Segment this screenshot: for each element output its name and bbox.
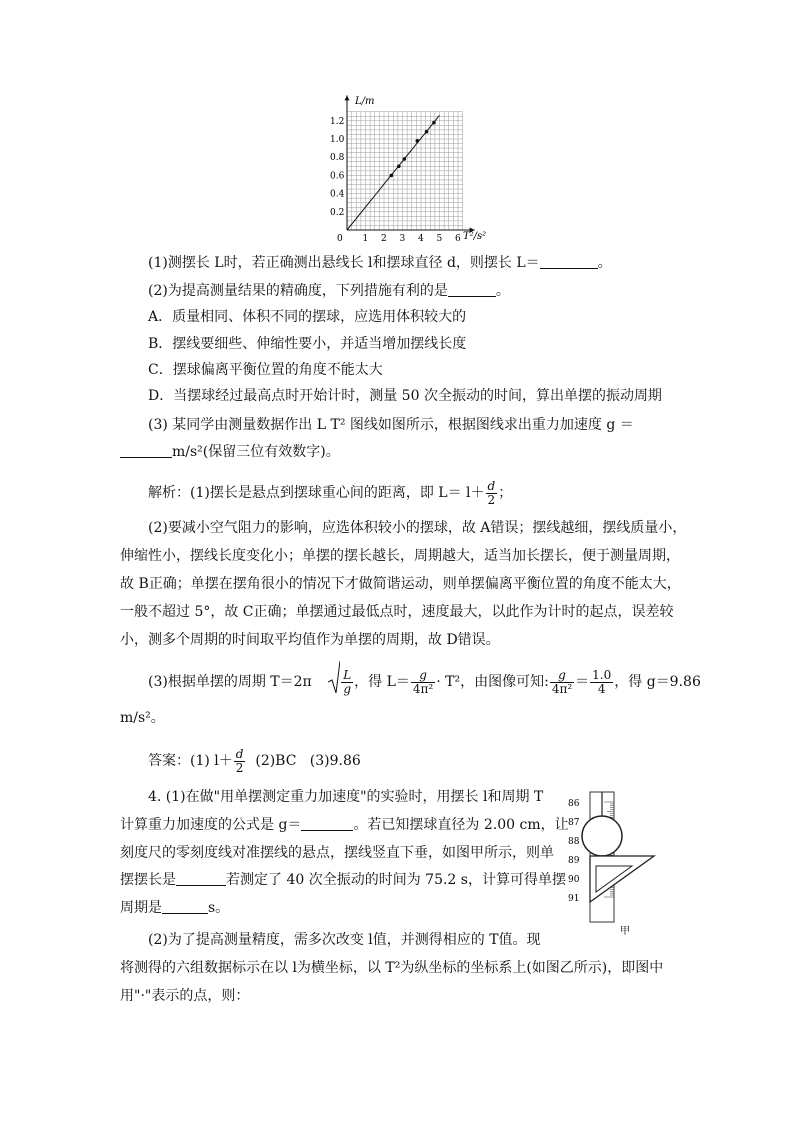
data-point bbox=[425, 130, 429, 134]
frac-den: g bbox=[343, 681, 352, 696]
answer-blank bbox=[540, 254, 598, 269]
question-3-unit: m/s²(保留三位有效数字)。 bbox=[172, 444, 340, 460]
y-axis-arrow bbox=[345, 95, 350, 100]
answer-rest: (2)BC (3)9.86 bbox=[246, 753, 361, 769]
x-tick-label: 0 bbox=[337, 234, 343, 243]
answer-blank bbox=[162, 899, 208, 914]
question-4-part2-line2: 将测得的六组数据标示在以 l为横坐标，以 T²为纵坐标的坐标系上(如图乙所示)，即图中 bbox=[120, 960, 664, 976]
question-4-line4-post: 若测定了 40 次全振动的时间为 75.2 s，计算可得单摆 bbox=[226, 872, 566, 888]
analysis-part3-unit: m/s²。 bbox=[120, 710, 165, 726]
analysis-part1-end: ； bbox=[498, 485, 513, 501]
ruler-tick-label: 88 bbox=[568, 837, 580, 847]
y-tick-label: 1.0 bbox=[330, 135, 345, 145]
question-3-line2 bbox=[120, 442, 340, 462]
frac-den: 4 bbox=[597, 681, 606, 696]
sqrt-expression bbox=[330, 662, 354, 702]
y-tick-label: 1.2 bbox=[330, 116, 345, 127]
data-point bbox=[416, 139, 420, 143]
analysis-part3-mid2: · T²，由图像可知: bbox=[436, 674, 549, 690]
analysis-part3-text: (3)根据单摆的周期 T＝2π bbox=[148, 674, 312, 690]
y-tick-label: 0.2 bbox=[330, 207, 345, 218]
fraction-l-over-g bbox=[341, 669, 353, 696]
fraction-d-over-2 bbox=[486, 480, 498, 507]
y-tick-label: 0.4 bbox=[330, 189, 345, 200]
answer-prefix: 答案：(1) l＋ bbox=[148, 753, 233, 769]
frac-den: 2 bbox=[487, 492, 496, 507]
y-tick-label: 0.6 bbox=[330, 171, 345, 182]
data-point bbox=[397, 165, 401, 169]
frac-den: 4π² bbox=[551, 681, 573, 696]
sqrt-sign bbox=[328, 660, 340, 694]
x-tick-label: 1 bbox=[362, 234, 369, 243]
question-4-line1: 4. (1)在做"用单摆测定重力加速度"的实验时，用摆长 l和周期 T bbox=[148, 789, 544, 805]
option-d: D．当摆球经过最高点时开始计时，测量 50 次全振动的时间，算出单摆的振动周期 bbox=[148, 388, 662, 404]
ruler-tick-label: 89 bbox=[568, 856, 580, 866]
ruler-tick-label: 86 bbox=[568, 799, 580, 809]
question-4-line2 bbox=[120, 815, 569, 835]
question-2-end: 。 bbox=[495, 283, 510, 299]
question-4-line4 bbox=[120, 870, 566, 890]
question-3-line1: (3) 某同学由测量数据作出 L T² 图线如图所示，根据图线求出重力加速度 g ＝ bbox=[148, 417, 634, 433]
x-tick-label: 4 bbox=[418, 234, 424, 243]
x-tick-label: 3 bbox=[399, 234, 406, 243]
question-4-line5 bbox=[120, 898, 229, 918]
analysis-part3-mid: ，得 L＝ bbox=[354, 674, 410, 690]
x-tick-label: 5 bbox=[436, 234, 443, 243]
frac-num: 1.0 bbox=[592, 667, 612, 682]
question-4-line2-post: 。若已知摆球直径为 2.00 cm，让 bbox=[353, 817, 569, 833]
frac-num: g bbox=[411, 669, 435, 683]
data-point bbox=[432, 121, 436, 125]
frac-num: d bbox=[487, 478, 496, 493]
analysis-part2-line5: 小，测多个周期的时间取平均值作为单摆的周期，故 D错误。 bbox=[120, 632, 500, 648]
answer-line bbox=[148, 744, 361, 778]
analysis-part2-line3: 故 B正确；单摆在摆角很小的情况下才做简谐运动，则单摆偏离平衡位置的角度不能太大， bbox=[120, 576, 681, 592]
ruler-pendulum-figure bbox=[562, 790, 672, 940]
y-axis-label: L/m bbox=[355, 96, 375, 107]
question-2 bbox=[148, 281, 510, 301]
answer-blank bbox=[448, 282, 496, 297]
fraction-g-over-4pi2 bbox=[550, 669, 574, 696]
figure-caption: 甲 bbox=[620, 926, 630, 937]
analysis-part2-line2: 伸缩性小，摆线长度变化小；单摆的摆长越长，周期越大，适当加长摆长，便于测量周期， bbox=[120, 548, 680, 564]
question-4-line4-pre: 摆摆长是 bbox=[120, 872, 176, 888]
answer-blank bbox=[120, 443, 172, 458]
analysis-part1 bbox=[148, 476, 512, 510]
question-1-end: 。 bbox=[597, 255, 612, 271]
ruler-tick-label: 87 bbox=[568, 818, 580, 828]
pendulum-ball bbox=[582, 816, 622, 856]
answer-blank bbox=[301, 816, 353, 831]
chart-grid bbox=[347, 112, 463, 230]
l-t2-graph bbox=[325, 88, 495, 243]
question-2-text: (2)为提高测量结果的精确度，下列措施有利的是 bbox=[148, 283, 448, 299]
option-b: B．摆线要细些、伸缩性要小，并适当增加摆线长度 bbox=[148, 336, 467, 352]
data-point bbox=[403, 157, 407, 161]
frac-num: L bbox=[343, 667, 352, 682]
frac-num: d bbox=[235, 746, 244, 761]
question-4-line5-post: s。 bbox=[208, 900, 230, 916]
analysis-part2-line1: (2)要减小空气阻力的影响，应选体积较小的摆球，故 A错误；摆线越细，摆线质量小， bbox=[148, 520, 687, 536]
analysis-part1-text: 解析：(1)摆长是悬点到摆球重心间的距离，即 L＝ l＋ bbox=[148, 485, 485, 501]
answer-blank bbox=[176, 871, 226, 886]
frac-den: 4π² bbox=[412, 681, 434, 696]
question-4-part2-line1: (2)为了提高测量精度，需多次改变 l值，并测得相应的 T值。现 bbox=[148, 932, 541, 948]
ruler-labels bbox=[568, 799, 580, 904]
x-axis-label: T²/s² bbox=[463, 231, 487, 242]
data-point bbox=[390, 174, 394, 178]
equals-sign: ＝ bbox=[575, 674, 590, 690]
ruler-tick-label: 90 bbox=[568, 875, 580, 885]
fraction-g-over-4pi2 bbox=[411, 669, 435, 696]
analysis-part3-end: ，得 g＝9.86 bbox=[614, 674, 701, 690]
x-tick-label: 6 bbox=[455, 234, 461, 243]
ruler-tick-label: 91 bbox=[568, 894, 580, 904]
question-4-part2-line3: 用"·"表示的点，则： bbox=[120, 988, 250, 1004]
option-c: C．摆球偏离平衡位置的角度不能太大 bbox=[148, 362, 383, 378]
x-tick-label: 2 bbox=[381, 234, 387, 243]
analysis-part3 bbox=[148, 662, 701, 702]
y-tick-label: 0.8 bbox=[330, 153, 345, 164]
question-4-line2-pre: 计算重力加速度的公式是 g＝ bbox=[120, 817, 302, 833]
analysis-part2-line4: 一般不超过 5°，故 C正确；单摆通过最低点时，速度最大，以此作为计时的起点，误差较 bbox=[120, 604, 674, 620]
question-1-text: (1)测摆长 L时，若正确测出悬线长 l和摆球直径 d，则摆长 L＝ bbox=[148, 255, 540, 271]
option-a: A．质量相同、体积不同的摆球，应选用体积较大的 bbox=[148, 309, 467, 325]
frac-num: g bbox=[550, 669, 574, 683]
question-4-line3: 刻度尺的零刻度线对准摆线的悬点，摆线竖直下垂，如图甲所示，则单 bbox=[120, 845, 554, 861]
set-square bbox=[590, 856, 654, 902]
frac-den: 2 bbox=[235, 760, 244, 775]
fraction-d-over-2 bbox=[234, 748, 246, 775]
question-1 bbox=[148, 253, 612, 273]
question-4-line5-pre: 周期是 bbox=[120, 900, 162, 916]
fraction-slope bbox=[590, 669, 613, 696]
